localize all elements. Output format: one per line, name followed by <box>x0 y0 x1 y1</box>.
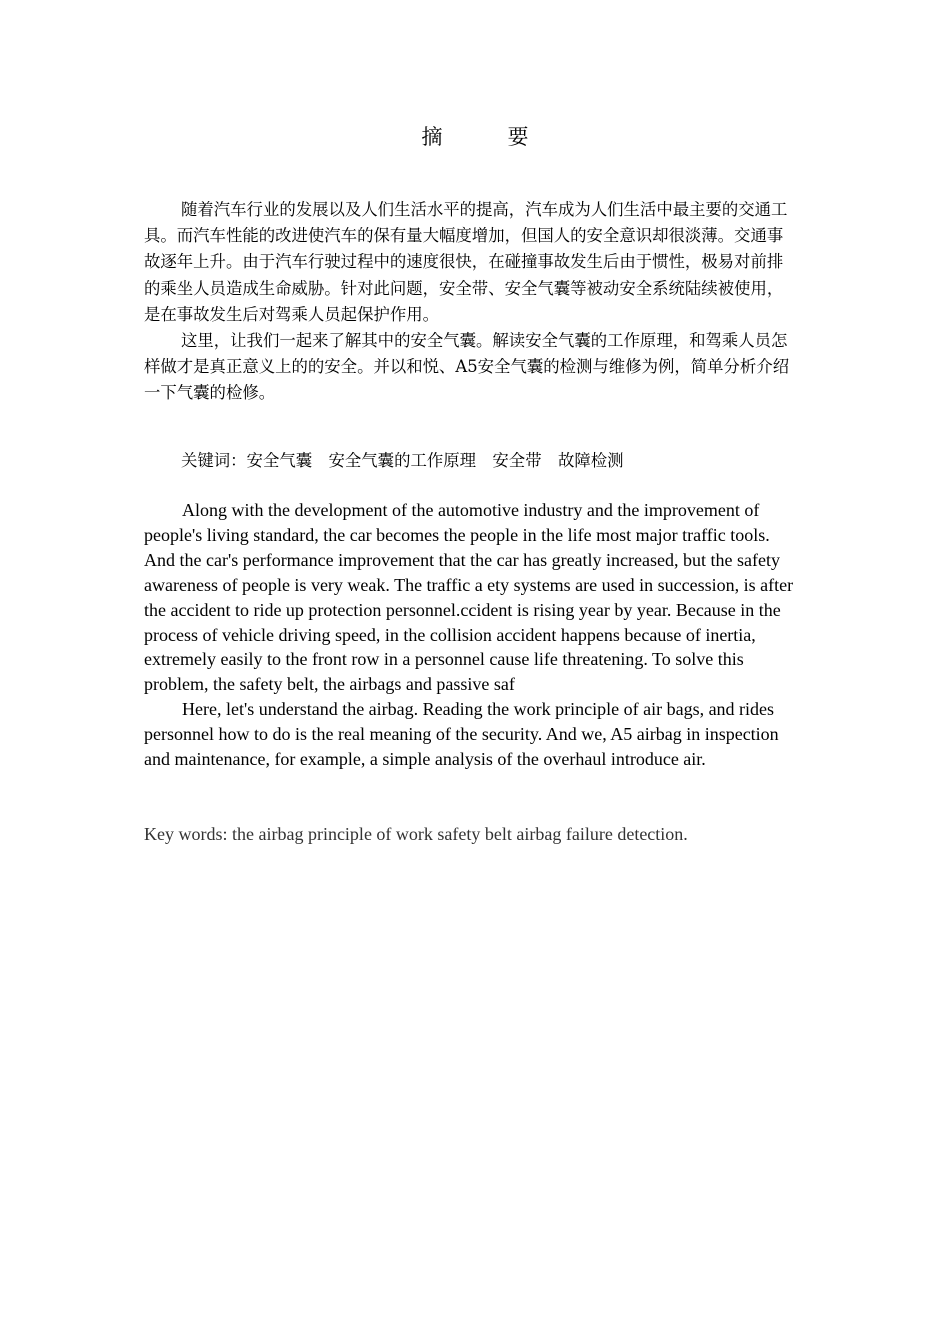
chinese-abstract-paragraph-1: 随着汽车行业的发展以及人们生活水平的提高，汽车成为人们生活中最主要的交通工具。而汽车性能的改进使汽车的保有量大幅度增加，但国人的安全意识却很淡薄。交通事故逐年上升。由于汽车行驶过程中的速度很快，在碰撞事故发生后由于惯性，极易对前排的乘坐人员造成生命威胁。针对此问题，安全带、安全气囊等被动安全系统陆续被使用，是在事故发生后对驾乘人员起保护作用。 <box>144 200 788 324</box>
english-abstract-paragraph-1: Along with the development of the automotive industry and the improvement of people's living standard, the car becomes the people in the life most major traffic tools. And the car's performance improvement that the car has greatly increased, but the safety awareness of people is very weak. The traffic a ety systems are used in succession, is after the accident to ride up protection personnel.ccident is rising year by year. Because in the process of vehicle driving speed, in the collision accident happens because of inertia, extremely easily to the front row in a personnel cause life threatening. To solve this problem, the safety belt, the airbags and passive saf <box>144 500 794 695</box>
abstract-title: 摘 要 <box>421 125 551 149</box>
chinese-abstract-paragraph-2: 这里，让我们一起来了解其中的安全气囊。解读安全气囊的工作原理，和驾乘人员怎样做才是真正意义上的的安全。并以和悦、A5安全气囊的检测与维修为例，简单分析介绍一下气囊的检修。 <box>144 331 790 403</box>
chinese-abstract <box>144 197 794 407</box>
english-keywords: Key words: the airbag principle of work safety belt airbag failure detection. <box>144 824 688 844</box>
chinese-keywords: 关键词：安全气囊 安全气囊的工作原理 安全带 故障检测 <box>181 451 624 470</box>
english-abstract <box>144 498 804 772</box>
english-abstract-paragraph-2: Here, let's understand the airbag. Reading the work principle of air bags, and rides personnel how to do is the real meaning of the security. And we, A5 airbag in inspection and maintenance, for example, a simple analysis of the overhaul introduce air. <box>144 699 779 770</box>
